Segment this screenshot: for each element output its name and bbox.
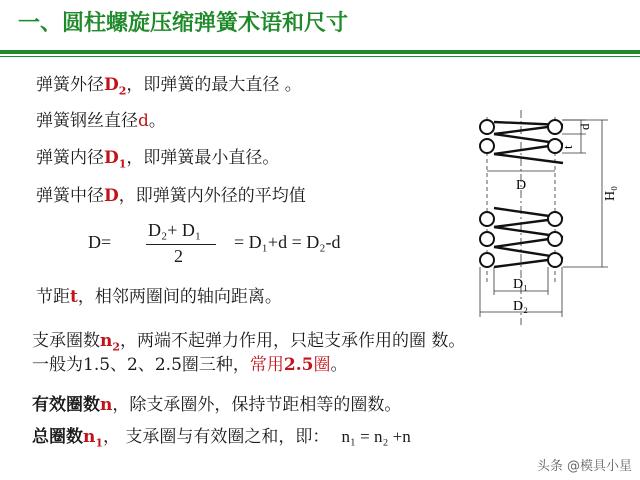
formula-rhs: = D₁+d = D₂-d — [234, 232, 341, 252]
slide-title: 一、圆柱螺旋压缩弹簧术语和尺寸 — [18, 11, 349, 36]
formula-numerator: D₂+ D₁ — [148, 220, 202, 240]
wire-sections-left — [480, 120, 494, 267]
def-total-coils: 总圈数$n_1$， 支承圈与有效圈之和，即： n₁ = n₂ +n — [32, 427, 411, 450]
label-D2: D₂ — [513, 299, 528, 314]
label-D1: D₁ — [513, 277, 528, 292]
def-inner-diameter: 弹簧内径$D_1$，即弹簧最小直径。 — [36, 148, 280, 171]
def-pitch: 节距t，相邻两圈间的轴向距离。 — [36, 287, 282, 307]
height-dimension — [563, 120, 608, 267]
fraction-bar — [146, 244, 216, 245]
title-rule-thin — [0, 56, 640, 57]
watermark: 头条 @模具小星 — [536, 459, 632, 474]
def-outer-diameter: 弹簧外径$D_2$，即弹簧的最大直径 。 — [36, 75, 302, 98]
def-support-coils-note: 一般为1.5、2、2.5圈三种，常用2.5圈。 — [32, 355, 348, 375]
label-D: D — [516, 178, 527, 193]
def-mean-diameter: 弹簧中径D，即弹簧内外径的平均值 — [36, 186, 306, 206]
formula-lhs: D= — [88, 232, 112, 252]
label-d: d — [577, 123, 592, 130]
def-wire-diameter: 弹簧钢丝直径d。 — [36, 111, 166, 131]
label-H0: H₀ — [603, 186, 618, 201]
spring-diagram — [460, 105, 640, 330]
label-t: t — [560, 145, 575, 149]
def-active-coils: 有效圈数n，除支承圈外，保持节距相等的圈数。 — [32, 395, 402, 415]
formula-denominator: 2 — [174, 246, 183, 266]
title-rule — [0, 50, 640, 54]
wire-sections-right — [548, 120, 562, 267]
def-support-coils: 支承圈数$n_2$，两端不起弹力作用，只起支承作用的圈 数。 — [32, 331, 466, 354]
